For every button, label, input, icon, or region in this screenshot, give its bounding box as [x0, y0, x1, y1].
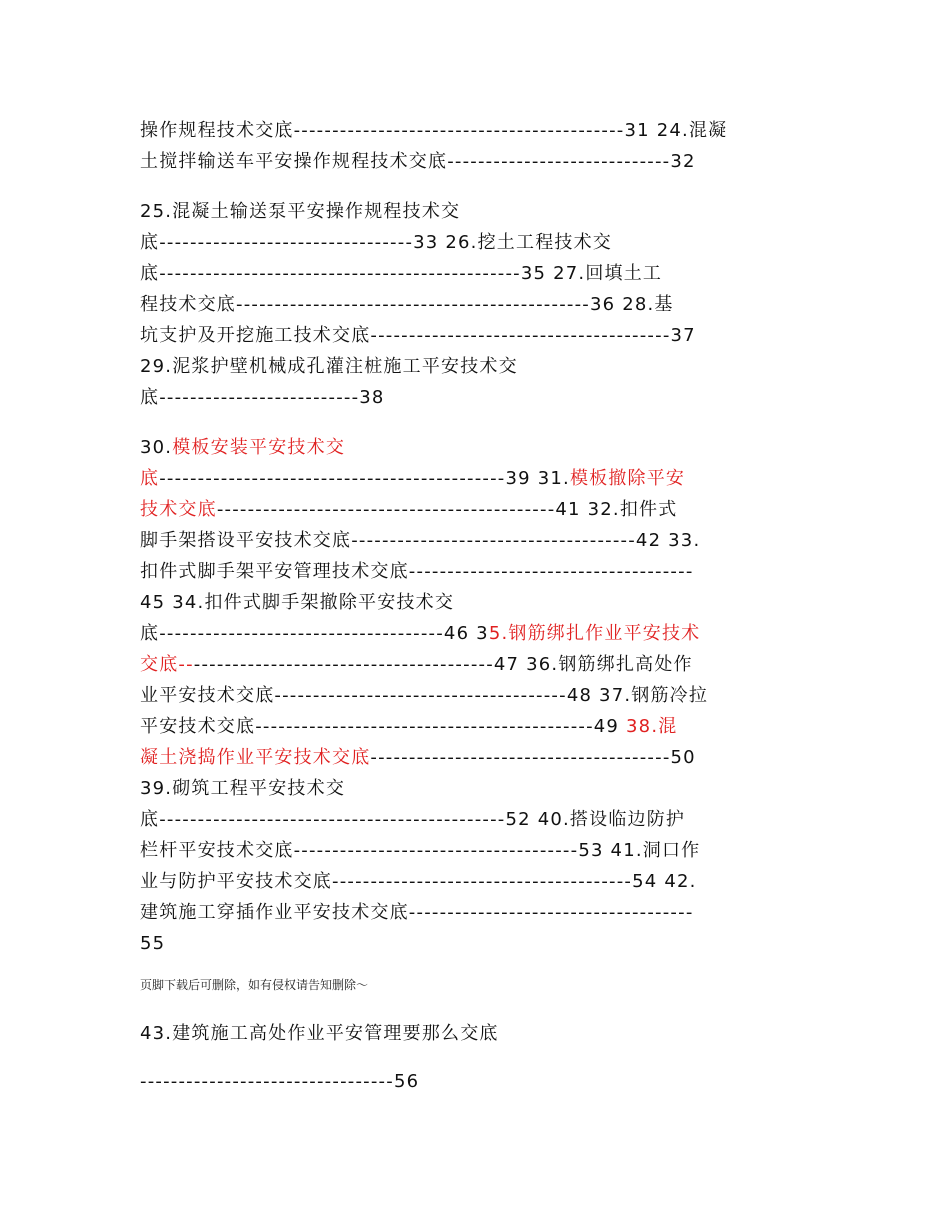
toc-line	[140, 775, 345, 803]
line-text: 操作规程技术交底-------------------------------------------31 24.混凝	[140, 120, 728, 141]
highlighted-text: 技术交底	[140, 499, 217, 520]
line-text: 底---------------------------------33 26.挖土工程技术交	[140, 232, 612, 253]
toc-line	[140, 384, 385, 412]
line-text: 55	[140, 933, 166, 954]
toc-line	[140, 117, 727, 145]
toc-line	[140, 353, 518, 381]
toc-line	[140, 434, 345, 462]
line-text: 底-------------------------------------46 3	[140, 623, 489, 644]
line-text: 底--------------------------38	[140, 387, 385, 408]
toc-line	[140, 930, 165, 958]
line-text: 45 34.扣件式脚手架撤除平安技术交	[140, 592, 455, 613]
highlighted-text: 模板安装平安技术交	[172, 437, 346, 458]
toc-line	[140, 291, 674, 319]
toc-line	[140, 496, 677, 524]
line-text: ---------------------------------------------39 31.	[159, 468, 570, 489]
toc-line	[140, 148, 696, 176]
toc-line	[140, 558, 694, 586]
toc-line	[140, 713, 677, 741]
line-text: 底-----------------------------------------------35 27.回填土工	[140, 263, 663, 284]
toc-line	[140, 806, 685, 834]
page-footer-note: 页脚下载后可删除，如有侵权请告知删除～	[140, 978, 369, 992]
toc-line	[140, 744, 696, 772]
toc-line	[140, 837, 700, 865]
highlighted-text: 底	[140, 468, 160, 489]
toc-line	[140, 589, 454, 617]
highlighted-text: 模板撤除平安	[569, 468, 686, 489]
toc-line	[140, 1068, 419, 1096]
toc-line	[140, 527, 700, 555]
line-text: 脚手架搭设平安技术交底-------------------------------------42 33.	[140, 530, 701, 551]
line-text: 平安技术交底--------------------------------------------49	[140, 716, 627, 737]
line-text: ---------------------------------------50	[370, 747, 696, 768]
line-text: 43.建筑施工高处作业平安管理要那么交底	[140, 1023, 499, 1044]
highlighted-text: 交底--	[140, 654, 194, 675]
line-text: 建筑施工穿插作业平安技术交底-------------------------------------	[140, 902, 694, 923]
toc-line	[140, 198, 460, 226]
line-text: 业平安技术交底--------------------------------------48 37.钢筋冷拉	[140, 685, 709, 706]
line-text: ---------------------------------56	[140, 1071, 420, 1092]
line-text: 土搅拌输送车平安操作规程技术交底-----------------------------32	[140, 151, 696, 172]
toc-line	[140, 465, 685, 493]
toc-line	[140, 651, 693, 679]
line-text: 29.泥浆护壁机械成孔灌注桩施工平安技术交	[140, 356, 518, 377]
toc-line	[140, 1020, 499, 1048]
line-text: 25.混凝土输送泵平安操作规程技术交	[140, 201, 461, 222]
line-text: 39.砌筑工程平安技术交	[140, 778, 346, 799]
toc-line	[140, 868, 697, 896]
line-text: --------------------------------------------41 32.扣件式	[216, 499, 678, 520]
toc-line	[140, 682, 708, 710]
toc-line	[140, 322, 696, 350]
toc-line	[140, 260, 662, 288]
line-text: 业与防护平安技术交底---------------------------------------54 42.	[140, 871, 697, 892]
highlighted-text: 5.钢筋绑扎作业平安技术	[488, 623, 701, 644]
toc-line	[140, 899, 694, 927]
toc-line	[140, 229, 612, 257]
line-text: 底---------------------------------------------52 40.搭设临边防护	[140, 809, 686, 830]
line-text: 坑支护及开挖施工技术交底---------------------------------------37	[140, 325, 696, 346]
highlighted-text: 38.混	[626, 716, 678, 737]
line-text: 程技术交底----------------------------------------------36 28.基	[140, 294, 674, 315]
line-text: 扣件式脚手架平安管理技术交底-------------------------------------	[140, 561, 694, 582]
line-text: 30.	[140, 437, 173, 458]
line-text: 栏杆平安技术交底-------------------------------------53 41.洞口作	[140, 840, 701, 861]
toc-line	[140, 620, 700, 648]
highlighted-text: 凝土浇捣作业平安技术交底	[140, 747, 371, 768]
line-text: ---------------------------------------47 36.钢筋绑扎高处作	[193, 654, 693, 675]
